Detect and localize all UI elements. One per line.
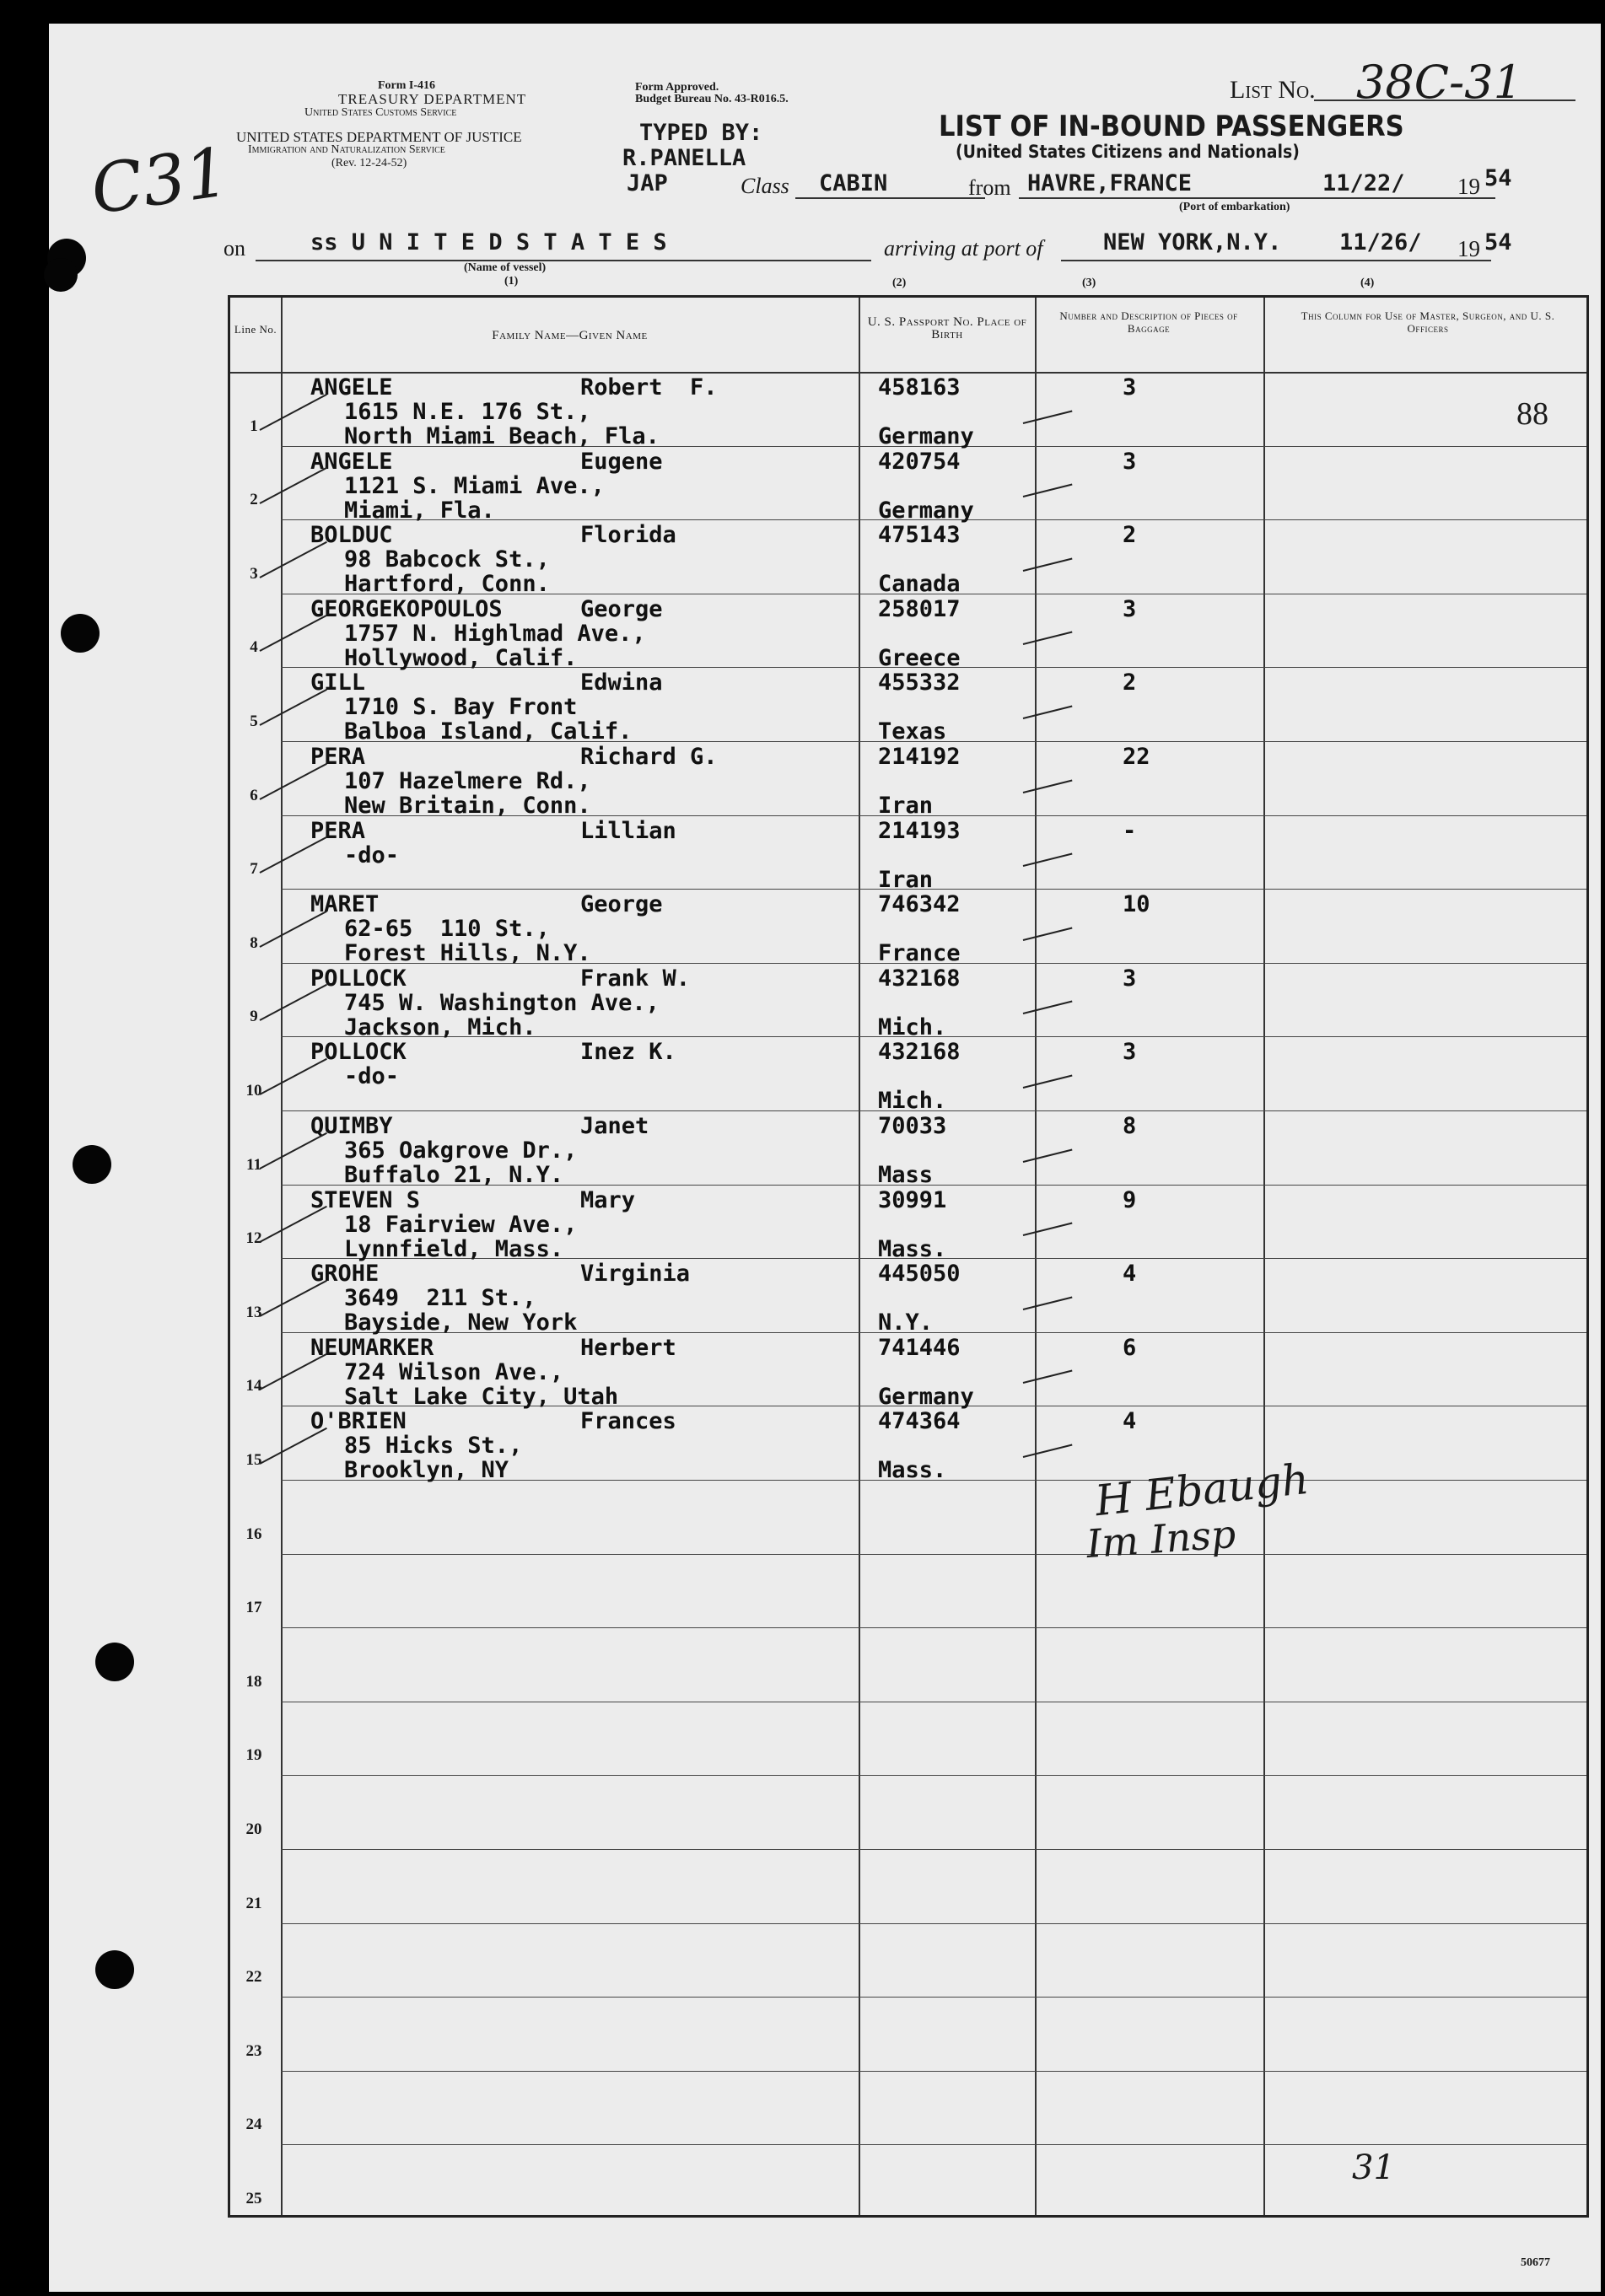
passport-number: 214192 (878, 744, 961, 770)
punch-hole (95, 1950, 134, 1989)
table-row (230, 2071, 1586, 2145)
form-subtitle: (United States Citizens and Nationals) (956, 142, 1300, 162)
given-name: Florida (580, 522, 676, 549)
passenger-name-block (310, 375, 718, 449)
punch-hole (61, 614, 100, 653)
address-line-1: 1615 N.E. 176 St., (344, 399, 591, 425)
baggage-count: 3 (1123, 965, 1137, 992)
family-name: BOLDUC (310, 522, 393, 549)
inspector-signature: H Ebaugh (1092, 1454, 1311, 1526)
typed-by-name: R.PANELLA (622, 145, 746, 171)
punch-hole (73, 1145, 111, 1184)
embark-year: 54 (1484, 165, 1512, 191)
class-value: CABIN (819, 170, 888, 196)
place-of-birth: Germany (878, 497, 974, 524)
passport-number: 445050 (878, 1261, 961, 1288)
vessel-name: ss U N I T E D S T A T E S (310, 229, 667, 255)
family-name: GROHE (310, 1261, 380, 1288)
passport-number: 70033 (878, 1113, 947, 1139)
inspector-title: Im Insp (1085, 1510, 1237, 1567)
family-name: ANGELE (310, 448, 393, 475)
vessel-caption: (Name of vessel) (464, 261, 547, 274)
family-name: STEVEN S (310, 1186, 421, 1213)
address-line-2: New Britain, Conn. (344, 793, 591, 819)
place-of-birth: Texas (878, 718, 947, 745)
list-label: List No. (1230, 76, 1316, 104)
table-row (230, 1185, 1586, 1262)
place-of-birth: Germany (878, 423, 974, 449)
address-line-2: Brooklyn, NY (344, 1457, 509, 1484)
address-line-1: -do- (344, 1063, 400, 1090)
dept-ins: Immigration and Naturalization Service (248, 143, 445, 156)
passport-number: 474364 (878, 1408, 961, 1435)
given-name: Eugene (580, 448, 663, 475)
family-name: O'BRIEN (310, 1408, 407, 1435)
table-row (230, 1480, 1586, 1554)
check-mark (1023, 1074, 1073, 1088)
passenger-name-block (310, 966, 690, 1040)
form-title: LIST OF IN-BOUND PASSENGERS (939, 110, 1404, 143)
page-note: 31 (1352, 2148, 1395, 2187)
address-line-2: Bayside, New York (344, 1309, 578, 1336)
table-row (230, 1923, 1586, 1998)
embark-date: 11/22/ (1322, 170, 1405, 196)
place-of-birth: Canada (878, 571, 961, 598)
family-name: GEORGEKOPOULOS (310, 595, 503, 622)
baggage-count: 4 (1123, 1408, 1137, 1435)
table-row (230, 1332, 1586, 1410)
passport-number: 458163 (878, 374, 961, 401)
on-label: on (224, 236, 245, 261)
line-number: 15 (245, 1450, 262, 1469)
passenger-name-block (310, 1114, 649, 1187)
place-of-birth: Iran (878, 866, 934, 893)
passenger-table (228, 295, 1589, 2218)
passenger-name-block (310, 819, 676, 868)
col-header-name: Family Name—Given Name (492, 329, 648, 342)
baggage-count: 9 (1123, 1186, 1137, 1213)
passenger-name-block (310, 1040, 676, 1089)
table-row (230, 1110, 1586, 1188)
line-number: 14 (245, 1377, 262, 1395)
table-row (230, 1997, 1586, 2071)
passenger-name-block (310, 745, 718, 818)
given-name: Mary (580, 1186, 636, 1213)
passport-number: 746342 (878, 891, 961, 918)
place-of-birth: Germany (878, 1383, 974, 1410)
vessel-col-number: (1) (504, 275, 519, 288)
baggage-count: 22 (1123, 744, 1150, 770)
baggage-count: 6 (1123, 1334, 1137, 1361)
from-label: from (968, 175, 1011, 200)
line-number: 18 (245, 1672, 262, 1691)
punch-hole (95, 1643, 134, 1681)
class-underline (795, 197, 985, 199)
typed-initials: JAP (627, 170, 668, 196)
address-line-2: Buffalo 21, N.Y. (344, 1162, 564, 1188)
given-name: George (580, 595, 663, 622)
embark-year-prefix: 19 (1457, 174, 1480, 199)
check-mark (1023, 1223, 1073, 1236)
col-header-passport: U. S. Passport No. Place of Birth (867, 315, 1027, 341)
line-number: 17 (245, 1599, 262, 1617)
table-row (230, 741, 1586, 819)
place-of-birth: Mass (878, 1162, 934, 1188)
place-of-birth: Mich. (878, 1088, 947, 1115)
table-row (230, 815, 1586, 893)
baggage-count: 8 (1123, 1113, 1137, 1139)
address-line-2: Balboa Island, Calif. (344, 718, 633, 745)
line-number: 5 (250, 712, 258, 730)
address-line-1: 107 Hazelmere Rd., (344, 768, 591, 794)
address-line-1: 365 Oakgrove Dr., (344, 1137, 578, 1164)
arrival-year-prefix: 19 (1457, 236, 1480, 261)
check-mark (1023, 1148, 1073, 1162)
table-row (230, 1627, 1586, 1702)
place-of-birth: N.Y. (878, 1309, 934, 1336)
embark-caption: (Port of embarkation) (1179, 201, 1290, 213)
address-line-1: 1757 N. Highlmad Ave., (344, 620, 646, 647)
line-number: 6 (250, 786, 258, 804)
passenger-name-block (310, 670, 663, 744)
arriving-label: arriving at port of (884, 236, 1043, 261)
address-line-1: 1121 S. Miami Ave., (344, 472, 605, 499)
officer-note: 88 (1516, 396, 1548, 432)
check-mark (1023, 1370, 1073, 1384)
address-line-1: 98 Babcock St., (344, 546, 550, 573)
form-number: Form I-416 (378, 79, 436, 92)
given-name: Janet (580, 1113, 649, 1139)
passport-number: 420754 (878, 448, 961, 475)
col-number-3: (3) (1082, 277, 1096, 289)
baggage-count: - (1123, 817, 1137, 844)
given-name: Virginia (580, 1261, 691, 1288)
check-mark (1023, 705, 1073, 718)
list-number: 38C-31 (1356, 56, 1522, 109)
line-number: 12 (245, 1229, 262, 1248)
address-line-1: 62-65 110 St., (344, 916, 550, 943)
place-of-birth: Mass. (878, 1235, 947, 1262)
family-name: POLLOCK (310, 1039, 407, 1066)
baggage-count: 3 (1123, 1039, 1137, 1066)
arrival-date: 11/26/ (1339, 229, 1422, 255)
line-number: 22 (245, 1968, 262, 1987)
col-number-2: (2) (892, 277, 907, 289)
family-name: ANGELE (310, 374, 393, 401)
table-row (230, 372, 1586, 449)
form-footer-number: 50677 (1521, 2256, 1550, 2269)
table-row (230, 1036, 1586, 1115)
passport-number: 214193 (878, 817, 961, 844)
col-header-officers: This Column for Use of Master, Surgeon, and U. S. Officers (1301, 309, 1555, 335)
budget-bureau: Budget Bureau No. 43-R016.5. (635, 93, 789, 105)
baggage-count: 3 (1123, 448, 1137, 475)
family-name: MARET (310, 891, 380, 918)
address-line-2: Salt Lake City, Utah (344, 1383, 619, 1410)
address-line-2: North Miami Beach, Fla. (344, 423, 660, 449)
passport-number: 455332 (878, 669, 961, 696)
family-name: NEUMARKER (310, 1334, 434, 1361)
dept-justice: UNITED STATES DEPARTMENT OF JUSTICE (236, 129, 522, 145)
table-row (230, 1849, 1586, 1923)
address-line-1: 724 Wilson Ave., (344, 1358, 564, 1385)
from-port: HAVRE,FRANCE (1027, 170, 1193, 196)
from-underline (1019, 197, 1495, 199)
punch-hole (44, 258, 78, 292)
table-row (230, 1258, 1586, 1336)
address-line-2: Lynnfield, Mass. (344, 1235, 564, 1262)
passport-number: 432168 (878, 965, 961, 992)
check-mark (1023, 1296, 1073, 1309)
class-label: Class (741, 174, 789, 198)
family-name: POLLOCK (310, 965, 407, 992)
line-number: 20 (245, 1820, 262, 1838)
place-of-birth: Iran (878, 793, 934, 819)
passenger-name-block (310, 1409, 676, 1482)
col-header-baggage: Number and Description of Pieces of Baggage (1059, 309, 1238, 335)
check-mark (1023, 1001, 1073, 1014)
dept-customs: United States Customs Service (304, 106, 457, 119)
table-row (230, 1775, 1586, 1849)
address-line-2: Forest Hills, N.Y. (344, 940, 591, 967)
passenger-name-block (310, 597, 663, 670)
baggage-count: 3 (1123, 595, 1137, 622)
line-number: 10 (245, 1081, 262, 1100)
passport-number: 432168 (878, 1039, 961, 1066)
passport-number: 741446 (878, 1334, 961, 1361)
line-number: 25 (245, 2189, 262, 2207)
family-name: GILL (310, 669, 366, 696)
arrival-port: NEW YORK,N.Y. (1103, 229, 1282, 255)
check-mark (1023, 410, 1073, 423)
table-row (230, 889, 1586, 967)
line-number: 1 (250, 417, 258, 435)
table-row (230, 1406, 1586, 1484)
passport-number: 475143 (878, 522, 961, 549)
baggage-count: 10 (1123, 891, 1150, 918)
given-name: Edwina (580, 669, 663, 696)
given-name: Frank W. (580, 965, 691, 992)
table-row (230, 1702, 1586, 1776)
line-number: 19 (245, 1746, 262, 1765)
check-mark (1023, 853, 1073, 867)
address-line-2: Miami, Fla. (344, 497, 495, 524)
address-line-2: Hollywood, Calif. (344, 644, 578, 671)
line-number: 9 (250, 1008, 258, 1026)
family-name: PERA (310, 744, 366, 770)
passenger-name-block (310, 523, 676, 596)
line-number: 13 (245, 1303, 262, 1321)
line-number: 16 (245, 1524, 262, 1543)
address-line-1: 18 Fairview Ave., (344, 1211, 578, 1238)
place-of-birth: Greece (878, 644, 961, 671)
line-number: 21 (245, 1894, 262, 1912)
given-name: Frances (580, 1408, 676, 1435)
table-row (230, 963, 1586, 1040)
check-mark (1023, 779, 1073, 793)
line-number: 7 (250, 860, 258, 879)
baggage-count: 3 (1123, 374, 1137, 401)
given-name: Inez K. (580, 1039, 676, 1066)
given-name: Herbert (580, 1334, 676, 1361)
table-row (230, 519, 1586, 598)
passenger-name-block (310, 1336, 676, 1409)
check-mark (1023, 632, 1073, 645)
table-row (230, 1554, 1586, 1628)
margin-mark: C31 (86, 132, 234, 229)
vessel-underline (256, 260, 871, 261)
line-number: 23 (245, 2041, 262, 2060)
family-name: PERA (310, 817, 366, 844)
passenger-name-block (310, 892, 663, 965)
passport-number: 30991 (878, 1186, 947, 1213)
line-number: 8 (250, 933, 258, 952)
dept-treasury: TREASURY DEPARTMENT (338, 91, 527, 107)
line-number: 2 (250, 491, 258, 509)
line-number: 3 (250, 564, 258, 583)
col-number-4: (4) (1360, 277, 1375, 289)
address-line-1: 3649 211 St., (344, 1285, 536, 1312)
arrival-underline (1061, 260, 1491, 261)
col-header-line-no: Line No. (234, 323, 277, 336)
address-line-1: 85 Hicks St., (344, 1433, 523, 1460)
typed-by-label: TYPED BY: (639, 120, 763, 146)
given-name: George (580, 891, 663, 918)
baggage-count: 4 (1123, 1261, 1137, 1288)
line-number: 4 (250, 638, 258, 657)
arrival-year: 54 (1484, 229, 1512, 255)
line-number: 11 (246, 1155, 261, 1174)
table-row (230, 667, 1586, 745)
place-of-birth: Mass. (878, 1457, 947, 1484)
address-line-2: Hartford, Conn. (344, 571, 550, 598)
line-number: 24 (245, 2116, 262, 2134)
baggage-count: 2 (1123, 522, 1137, 549)
given-name: Robert F. (580, 374, 718, 401)
address-line-2: Jackson, Mich. (344, 1014, 536, 1040)
passenger-name-block (310, 449, 663, 523)
form-approved: Form Approved. (635, 81, 719, 94)
place-of-birth: Mich. (878, 1014, 947, 1040)
check-mark (1023, 484, 1073, 497)
given-name: Richard G. (580, 744, 718, 770)
address-line-1: 745 W. Washington Ave., (344, 989, 660, 1016)
address-line-1: 1710 S. Bay Front (344, 694, 578, 721)
check-mark (1023, 557, 1073, 571)
manifest-page (49, 24, 1601, 2292)
check-mark (1023, 927, 1073, 940)
passport-number: 258017 (878, 595, 961, 622)
passenger-name-block (310, 1261, 690, 1335)
place-of-birth: France (878, 940, 961, 967)
family-name: QUIMBY (310, 1113, 393, 1139)
rev-date: (Rev. 12-24-52) (331, 157, 407, 169)
given-name: Lillian (580, 817, 676, 844)
check-mark (1023, 1444, 1073, 1457)
address-line-1: -do- (344, 842, 400, 868)
baggage-count: 2 (1123, 669, 1137, 696)
passenger-name-block (310, 1188, 635, 1261)
table-row (230, 446, 1586, 524)
table-row (230, 594, 1586, 671)
